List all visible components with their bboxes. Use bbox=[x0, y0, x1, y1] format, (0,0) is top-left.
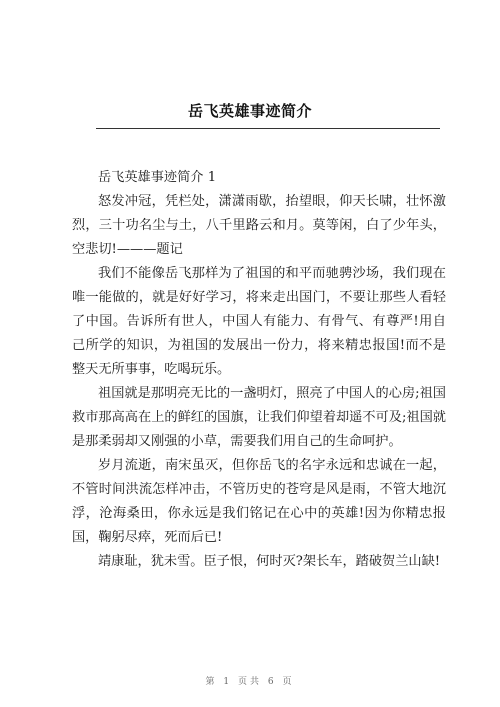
paragraph-poem: 怒发冲冠，凭栏处，潇潇雨歇，抬望眼，仰天长啸，壮怀激烈，三十功名尘与土，八千里路云和月。莫等闲，白了少年头，空悲切!———题记 bbox=[72, 194, 446, 257]
document-body bbox=[72, 166, 446, 574]
paragraph: 靖康耻，犹未雪。臣子恨，何时灭?架长车，踏破贺兰山缺! bbox=[98, 554, 441, 569]
title-underline bbox=[96, 128, 440, 129]
paragraph: 祖国就是那明亮无比的一盏明灯，照亮了中国人的心房;祖国救市那高高在上的鲜红的国旗，让我们仰望着却遥不可及;祖国就是那柔弱却又刚强的小草，需要我们用自己的生命呵护。 bbox=[72, 386, 446, 449]
document-title: 岳飞英雄事迹简介 bbox=[187, 102, 312, 120]
paragraph-subtitle: 岳飞英雄事迹简介 1 bbox=[98, 170, 217, 185]
paragraph: 我们不能像岳飞那样为了祖国的和平而驰骋沙场，我们现在唯一能做的，就是好好学习，将来走出国门，不要让那些人看轻了中国。告诉所有世人，中国人有能力、有骨气、有尊严!用自己所学的知识，为祖国的发展出一份力，将来精忠报国!而不是整天无所事事，吃喝玩乐。 bbox=[72, 266, 446, 377]
page-footer: 第 1 页共 6 页 bbox=[205, 677, 295, 687]
paragraph: 岁月流逝，南宋虽灭，但你岳飞的名字永远和忠诚在一起，不管时间洪流怎样冲击，不管历史的苍穹是风是雨，不管大地沉浮，沧海桑田，你永远是我们铭记在心中的英雄!因为你精忠报国，鞠躬尽瘁，死而后已! bbox=[72, 458, 446, 545]
